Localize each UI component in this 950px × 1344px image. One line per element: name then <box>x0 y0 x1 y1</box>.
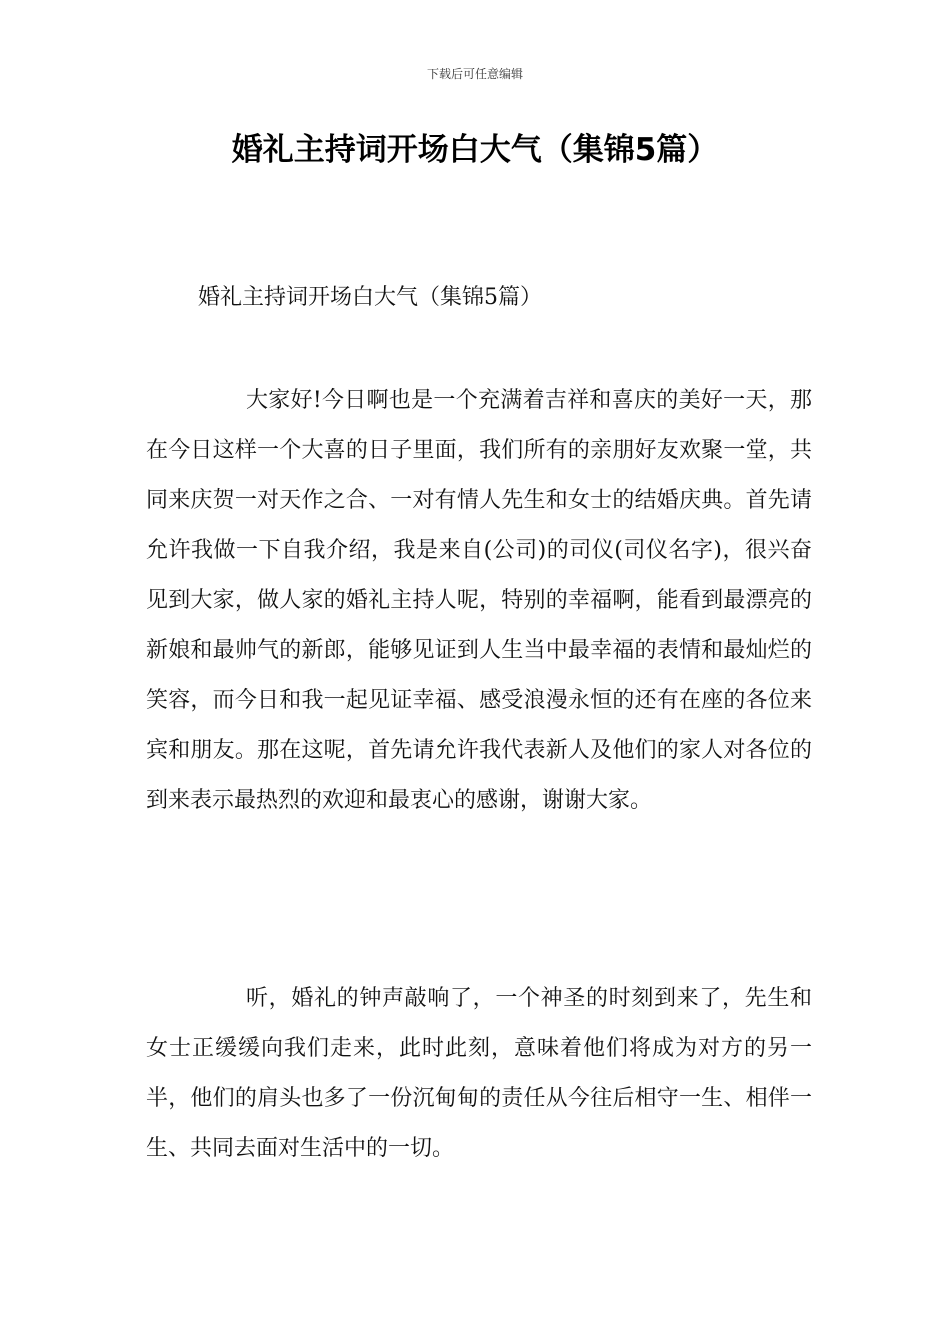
document-subtitle: 婚礼主持词开场白大气（集锦5篇） <box>198 285 542 310</box>
paragraph-1: 大家好!今日啊也是一个充满着吉祥和喜庆的美好一天，那在今日这样一个大喜的日子里面，我们所有的亲朋好友欢聚一堂，共同来庆贺一对天作之合、一对有情人先生和女士的结婚庆典。首先请允许我做一下自我介绍，我是来自(公司)的司仪(司仪名字)，很兴奋见到大家，做人家的婚礼主持人呢，特别的幸福啊，能看到最漂亮的新娘和最帅气的新郎，能够见证到人生当中最幸福的表情和最灿烂的笑容，而今日和我一起见证幸福、感受浪漫永恒的还有在座的各位来宾和朋友。那在这呢，首先请允许我代表新人及他们的家人对各位的到来表示最热烈的欢迎和最衷心的感谢，谢谢大家。 <box>146 388 812 813</box>
header-note: 下载后可任意编辑 <box>426 67 523 81</box>
paragraph-2: 听，婚礼的钟声敲响了，一个神圣的时刻到来了，先生和女士正缓缓向我们走来，此时此刻，意味着他们将成为对方的另一半，他们的肩头也多了一份沉甸甸的责任从今往后相守一生、相伴一生、共同去面对生活中的一切。 <box>146 986 812 1161</box>
document-title: 婚礼主持词开场白大气（集锦5篇） <box>231 132 719 168</box>
